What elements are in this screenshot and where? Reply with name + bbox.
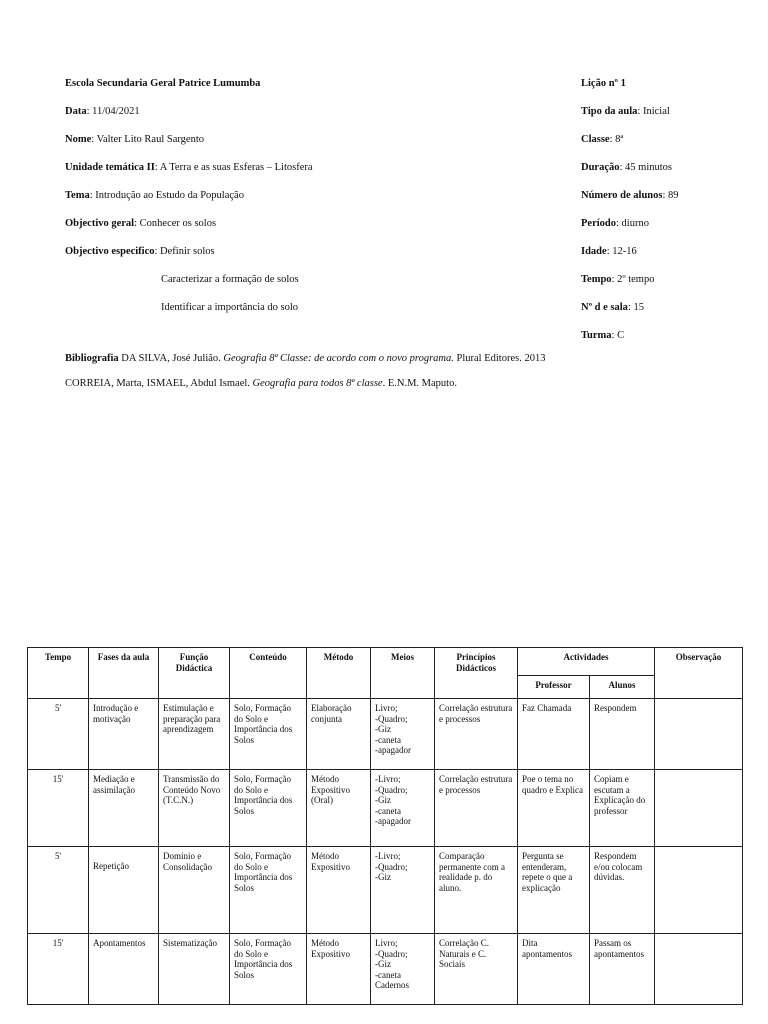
- table-row: [28, 934, 743, 1005]
- lesson-number: Lição nº 1: [581, 78, 626, 89]
- table-header-row: [28, 648, 743, 676]
- cell-metodo: Elaboração conjunta: [307, 699, 371, 770]
- cell-alunos: Respondem: [590, 699, 655, 770]
- cell-fase: Repetição: [89, 847, 159, 934]
- meio-item: Cadernos: [375, 980, 409, 990]
- meio-item: -Giz: [375, 795, 391, 805]
- cell-fase: Mediação e assimilação: [89, 770, 159, 847]
- meio-item: -caneta: [375, 734, 401, 745]
- cell-meios: [371, 847, 435, 934]
- cell-principios: Comparação permanente com a realidade p. do aluno.: [435, 847, 518, 934]
- cell-alunos: Respondem e/ou colocam dúvidas.: [590, 847, 655, 934]
- header-observacao: Observação: [655, 648, 743, 699]
- time-slot-line: Tempo: 2º tempo: [581, 274, 655, 285]
- header-funcao: Função Didáctica: [159, 648, 230, 699]
- cell-observacao: [655, 847, 743, 934]
- age-line: Idade: 12-16: [581, 246, 637, 257]
- header-meios: Meios: [371, 648, 435, 699]
- cell-tempo: 15': [28, 770, 89, 847]
- meio-item: -Quadro;: [375, 948, 408, 959]
- meio-item: -Giz: [375, 872, 391, 882]
- bibliography-ref-1: Bibliografia DA SILVA, José Julião. Geografia 8ª Classe: de acordo com o novo programa. Plural Editores. 2013: [65, 353, 546, 364]
- header-tempo: Tempo: [28, 648, 89, 699]
- theme-line: Tema: Introdução ao Estudo da População: [65, 190, 244, 201]
- lesson-plan-table: [27, 647, 743, 1005]
- school-name: Escola Secundaria Geral Patrice Lumumba: [65, 78, 261, 89]
- cell-funcao: Transmissão do Conteúdo Novo (T.C.N.): [159, 770, 230, 847]
- lesson-type: Tipo da aula: Inicial: [581, 106, 670, 117]
- cell-tempo: 15': [28, 934, 89, 1005]
- date-line: Data: 11/04/2021: [65, 106, 140, 117]
- cell-professor: Dita apontamentos: [518, 934, 590, 1005]
- cell-alunos: Copiam e escutam a Explicação do professor: [590, 770, 655, 847]
- cell-tempo: 5': [28, 699, 89, 770]
- students-line: Número de alunos: 89: [581, 190, 679, 201]
- meio-item: -apagador: [375, 745, 411, 755]
- header-metodo: Método: [307, 648, 371, 699]
- cell-metodo: Método Expositivo: [307, 934, 371, 1005]
- general-objective-line: Objectivo geral: Conhecer os solos: [65, 218, 217, 229]
- table-row: [28, 699, 743, 770]
- meio-item: -caneta: [375, 969, 401, 980]
- cell-professor: Poe o tema no quadro e Explica: [518, 770, 590, 847]
- header-fases: Fases da aula: [89, 648, 159, 699]
- cell-observacao: [655, 934, 743, 1005]
- specific-objective-2: Caracterizar a formação de solos: [161, 274, 299, 285]
- cell-meios: [371, 934, 435, 1005]
- cell-fase: Introdução e motivação: [89, 699, 159, 770]
- cell-fase: Apontamentos: [89, 934, 159, 1005]
- table-row: [28, 847, 743, 934]
- period-line: Período: diurno: [581, 218, 649, 229]
- unit-line: Unidade temática II: A Terra e as suas Esferas – Litosfera: [65, 162, 313, 173]
- cell-conteudo: Solo, Formação do Solo e Importância dos Solos: [230, 934, 307, 1005]
- cell-metodo: Método Expositivo: [307, 847, 371, 934]
- meio-item: -Giz: [375, 724, 391, 734]
- meio-item: Livro;: [375, 938, 398, 948]
- header-principios: Princípios Didácticos: [435, 648, 518, 699]
- meio-item: Livro;: [375, 703, 398, 713]
- meio-item: -Quadro;: [375, 861, 408, 872]
- class-line: Classe: 8ª: [581, 134, 624, 145]
- header-alunos: Alunos: [590, 676, 655, 699]
- cell-principios: Correlação estrutura e processos: [435, 770, 518, 847]
- cell-conteudo: Solo, Formação do Solo e Importância dos Solos: [230, 770, 307, 847]
- meio-item: -Quadro;: [375, 784, 408, 795]
- cell-conteudo: Solo, Formação do Solo e Importância dos Solos: [230, 699, 307, 770]
- cell-metodo: Método Expositivo (Oral): [307, 770, 371, 847]
- cell-tempo: 5': [28, 847, 89, 934]
- specific-objective-line: Objectivo especifico: Definir solos: [65, 246, 215, 257]
- room-line: Nº d e sala: 15: [581, 302, 644, 313]
- specific-objective-3: Identificar a importância do solo: [161, 302, 299, 313]
- group-line: Turma: C: [581, 330, 625, 341]
- cell-principios: Correlação C. Naturais e C. Sociais: [435, 934, 518, 1005]
- meio-item: -apagador: [375, 816, 411, 826]
- meio-item: -Quadro;: [375, 713, 408, 724]
- cell-observacao: [655, 770, 743, 847]
- bibliography-ref-2: CORREIA, Marta, ISMAEL, Abdul Ismael. Geografia para todos 8ª classe. E.N.M. Maputo.: [65, 378, 457, 389]
- header-conteudo: Conteúdo: [230, 648, 307, 699]
- meio-item: -Livro;: [375, 851, 401, 861]
- name-line: Nome: Valter Lito Raul Sargento: [65, 134, 205, 145]
- table-row: [28, 770, 743, 847]
- header-professor: Professor: [518, 676, 590, 699]
- meio-item: -Giz: [375, 959, 391, 969]
- cell-professor: Faz Chamada: [518, 699, 590, 770]
- meio-item: -Livro;: [375, 774, 401, 784]
- cell-alunos: Passam os apontamentos: [590, 934, 655, 1005]
- cell-funcao: Domínio e Consolidação: [159, 847, 230, 934]
- duration-line: Duração: 45 minutos: [581, 162, 673, 173]
- cell-principios: Correlação estrutura e processos: [435, 699, 518, 770]
- cell-meios: [371, 770, 435, 847]
- cell-conteudo: Solo, Formação do Solo e Importância dos Solos: [230, 847, 307, 934]
- cell-observacao: [655, 699, 743, 770]
- header-actividades: Actividades: [518, 648, 655, 676]
- cell-meios: [371, 699, 435, 770]
- cell-funcao: Estimulação e preparação para aprendizagem: [159, 699, 230, 770]
- cell-professor: Pergunta se entenderam, repete o que a explicação: [518, 847, 590, 934]
- cell-funcao: Sistematização: [159, 934, 230, 1005]
- meio-item: -caneta: [375, 805, 401, 816]
